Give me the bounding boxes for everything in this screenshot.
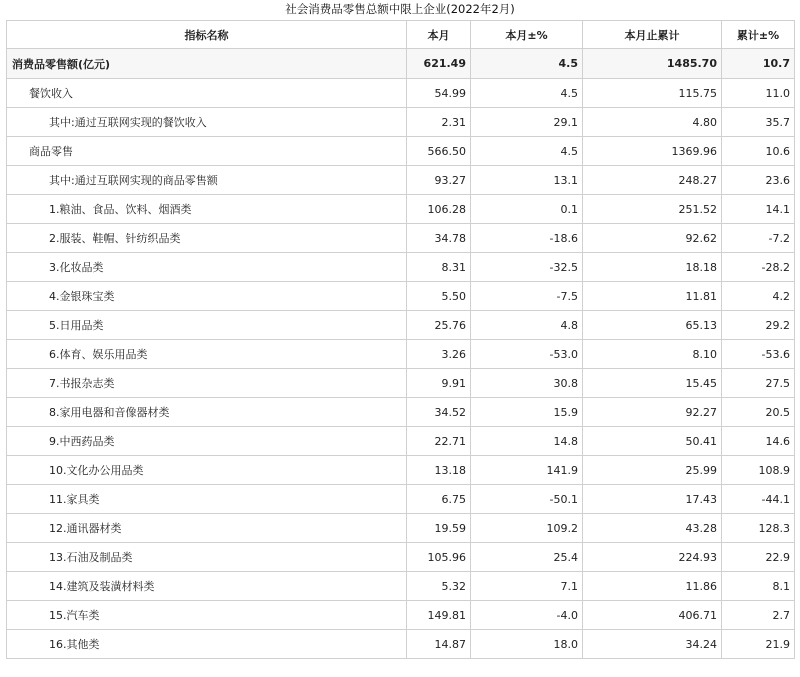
table-row (7, 572, 795, 601)
row-this-month: 566.50 (407, 137, 471, 166)
row-cumulative-change: -44.1 (722, 485, 795, 514)
row-cumulative: 11.81 (583, 282, 722, 311)
row-indicator-name: 16.其他类 (7, 630, 407, 659)
row-cumulative: 92.62 (583, 224, 722, 253)
row-this-month-change: 109.2 (471, 514, 583, 543)
row-this-month: 5.50 (407, 282, 471, 311)
row-indicator-name: 14.建筑及装潢材料类 (7, 572, 407, 601)
row-this-month: 54.99 (407, 79, 471, 108)
row-indicator-name: 10.文化办公用品类 (7, 456, 407, 485)
table-row (7, 398, 795, 427)
row-indicator-name: 12.通讯器材类 (7, 514, 407, 543)
row-cumulative: 8.10 (583, 340, 722, 369)
row-this-month: 34.78 (407, 224, 471, 253)
table-row (7, 340, 795, 369)
row-indicator-name: 9.中西药品类 (7, 427, 407, 456)
row-cumulative: 1485.70 (583, 49, 722, 79)
table-row (7, 137, 795, 166)
row-indicator-name: 11.家具类 (7, 485, 407, 514)
row-this-month: 2.31 (407, 108, 471, 137)
row-indicator-name: 4.金银珠宝类 (7, 282, 407, 311)
row-cumulative: 50.41 (583, 427, 722, 456)
row-this-month: 106.28 (407, 195, 471, 224)
row-indicator-name: 3.化妆品类 (7, 253, 407, 282)
row-this-month: 3.26 (407, 340, 471, 369)
row-this-month-change: -7.5 (471, 282, 583, 311)
row-cumulative-change: 10.6 (722, 137, 795, 166)
table-row (7, 369, 795, 398)
header-this-month-change: 本月±% (471, 21, 583, 49)
row-cumulative: 224.93 (583, 543, 722, 572)
row-indicator-name: 1.粮油、食品、饮料、烟酒类 (7, 195, 407, 224)
table-row (7, 485, 795, 514)
row-cumulative-change: 11.0 (722, 79, 795, 108)
row-this-month-change: -50.1 (471, 485, 583, 514)
row-this-month-change: 4.5 (471, 137, 583, 166)
row-this-month-change: 29.1 (471, 108, 583, 137)
header-cumulative-change: 累计±% (722, 21, 795, 49)
row-this-month-change: 0.1 (471, 195, 583, 224)
row-cumulative-change: 108.9 (722, 456, 795, 485)
row-cumulative: 34.24 (583, 630, 722, 659)
row-cumulative-change: -28.2 (722, 253, 795, 282)
row-cumulative: 406.71 (583, 601, 722, 630)
row-cumulative-change: 10.7 (722, 49, 795, 79)
header-indicator-name: 指标名称 (7, 21, 407, 49)
row-cumulative-change: 20.5 (722, 398, 795, 427)
row-indicator-name: 8.家用电器和音像器材类 (7, 398, 407, 427)
row-cumulative-change: 29.2 (722, 311, 795, 340)
row-indicator-name: 13.石油及制品类 (7, 543, 407, 572)
row-this-month: 13.18 (407, 456, 471, 485)
row-cumulative-change: 8.1 (722, 572, 795, 601)
row-indicator-name: 其中:通过互联网实现的商品零售额 (7, 166, 407, 195)
row-cumulative: 1369.96 (583, 137, 722, 166)
row-cumulative-change: 4.2 (722, 282, 795, 311)
table-body (7, 49, 795, 659)
row-indicator-name: 5.日用品类 (7, 311, 407, 340)
row-this-month: 6.75 (407, 485, 471, 514)
row-this-month: 105.96 (407, 543, 471, 572)
row-cumulative-change: 27.5 (722, 369, 795, 398)
table-row (7, 224, 795, 253)
table-row (7, 79, 795, 108)
row-this-month: 8.31 (407, 253, 471, 282)
header-this-month: 本月 (407, 21, 471, 49)
row-this-month: 14.87 (407, 630, 471, 659)
row-this-month: 9.91 (407, 369, 471, 398)
table-row (7, 543, 795, 572)
row-this-month: 621.49 (407, 49, 471, 79)
row-cumulative-change: 21.9 (722, 630, 795, 659)
row-this-month-change: 15.9 (471, 398, 583, 427)
row-this-month: 25.76 (407, 311, 471, 340)
row-cumulative: 11.86 (583, 572, 722, 601)
row-this-month-change: 141.9 (471, 456, 583, 485)
row-this-month-change: 4.5 (471, 49, 583, 79)
row-indicator-name: 2.服装、鞋帽、针纺织品类 (7, 224, 407, 253)
header-row (7, 21, 795, 49)
row-this-month-change: 7.1 (471, 572, 583, 601)
row-this-month-change: -53.0 (471, 340, 583, 369)
row-cumulative-change: 14.6 (722, 427, 795, 456)
row-this-month: 19.59 (407, 514, 471, 543)
row-cumulative-change: 128.3 (722, 514, 795, 543)
row-cumulative-change: 22.9 (722, 543, 795, 572)
row-cumulative: 248.27 (583, 166, 722, 195)
row-this-month-change: -4.0 (471, 601, 583, 630)
row-indicator-name: 15.汽车类 (7, 601, 407, 630)
row-indicator-name: 其中:通过互联网实现的餐饮收入 (7, 108, 407, 137)
table-row (7, 49, 795, 79)
row-this-month-change: 4.5 (471, 79, 583, 108)
row-cumulative-change: 23.6 (722, 166, 795, 195)
row-cumulative-change: 2.7 (722, 601, 795, 630)
row-this-month-change: 18.0 (471, 630, 583, 659)
row-this-month: 5.32 (407, 572, 471, 601)
table-row (7, 166, 795, 195)
row-this-month-change: 13.1 (471, 166, 583, 195)
row-cumulative: 25.99 (583, 456, 722, 485)
row-cumulative: 92.27 (583, 398, 722, 427)
row-cumulative: 43.28 (583, 514, 722, 543)
table-row (7, 195, 795, 224)
row-cumulative: 251.52 (583, 195, 722, 224)
table-row (7, 514, 795, 543)
row-indicator-name: 商品零售 (7, 137, 407, 166)
row-this-month-change: 4.8 (471, 311, 583, 340)
row-cumulative-change: -7.2 (722, 224, 795, 253)
table-row (7, 427, 795, 456)
row-this-month: 22.71 (407, 427, 471, 456)
row-cumulative-change: 14.1 (722, 195, 795, 224)
row-cumulative: 65.13 (583, 311, 722, 340)
row-cumulative-change: 35.7 (722, 108, 795, 137)
row-this-month-change: -32.5 (471, 253, 583, 282)
row-this-month: 149.81 (407, 601, 471, 630)
row-cumulative: 4.80 (583, 108, 722, 137)
row-cumulative: 18.18 (583, 253, 722, 282)
table-row (7, 282, 795, 311)
row-cumulative: 115.75 (583, 79, 722, 108)
row-indicator-name: 消费品零售额(亿元) (7, 49, 407, 79)
row-indicator-name: 6.体育、娱乐用品类 (7, 340, 407, 369)
row-cumulative-change: -53.6 (722, 340, 795, 369)
row-this-month-change: -18.6 (471, 224, 583, 253)
row-cumulative: 17.43 (583, 485, 722, 514)
retail-sales-table (6, 20, 795, 659)
row-this-month-change: 30.8 (471, 369, 583, 398)
row-this-month-change: 25.4 (471, 543, 583, 572)
table-row (7, 253, 795, 282)
row-indicator-name: 餐饮收入 (7, 79, 407, 108)
table-row (7, 630, 795, 659)
header-cumulative: 本月止累计 (583, 21, 722, 49)
row-indicator-name: 7.书报杂志类 (7, 369, 407, 398)
table-title: 社会消费品零售总额中限上企业(2022年2月) (285, 2, 515, 16)
row-this-month: 34.52 (407, 398, 471, 427)
table-row (7, 311, 795, 340)
table-row (7, 601, 795, 630)
table-row (7, 456, 795, 485)
row-this-month: 93.27 (407, 166, 471, 195)
table-row (7, 108, 795, 137)
row-this-month-change: 14.8 (471, 427, 583, 456)
row-cumulative: 15.45 (583, 369, 722, 398)
